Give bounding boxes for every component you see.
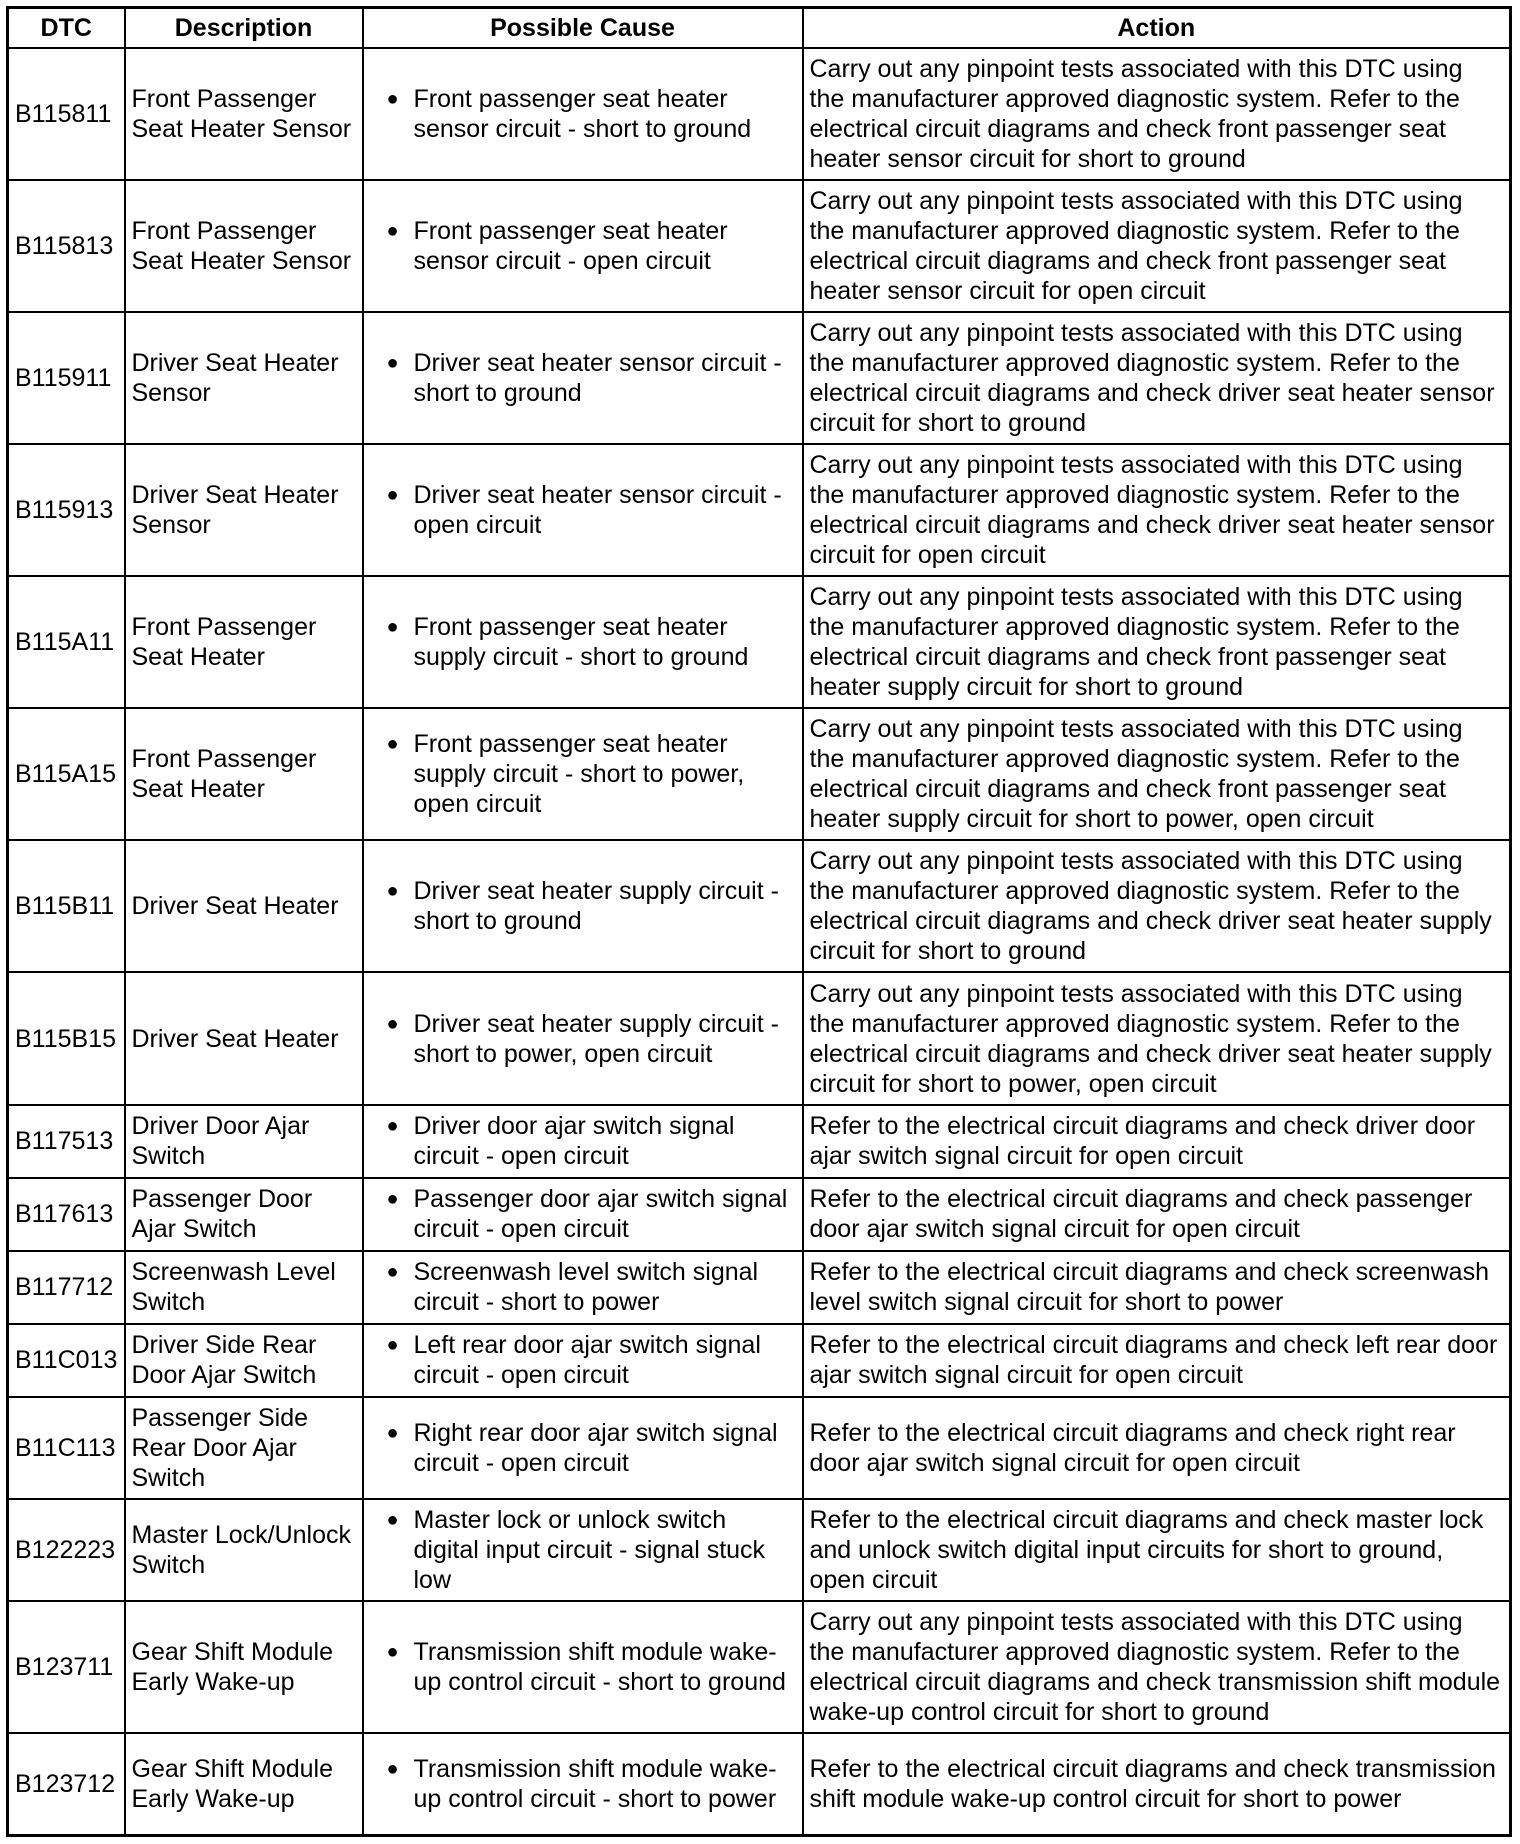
dtc-code: B123711	[8, 1601, 125, 1733]
table-row	[8, 1601, 1511, 1733]
table-row	[8, 708, 1511, 840]
possible-cause-text: Front passenger seat heater supply circuit - short to ground	[413, 613, 749, 672]
action-text: Refer to the electrical circuit diagrams and check screenwash level switch signal circuit for short to power	[803, 1251, 1511, 1324]
possible-cause	[363, 312, 803, 444]
possible-cause	[363, 180, 803, 312]
possible-cause	[363, 1324, 803, 1397]
dtc-code: B115813	[8, 180, 125, 312]
dtc-code: B117513	[8, 1105, 125, 1178]
action-text: Carry out any pinpoint tests associated with this DTC using the manufacturer approved diagnostic system. Refer to the electrical circuit diagrams and check driver seat heater supply circuit for short to power, open circuit	[803, 972, 1511, 1104]
table-header-row	[8, 8, 1511, 48]
dtc-code: B11C113	[8, 1397, 125, 1499]
dtc-code: B122223	[8, 1499, 125, 1601]
header-possible-cause: Possible Cause	[363, 8, 803, 48]
dtc-description: Driver Seat Heater	[125, 840, 363, 972]
action-text: Refer to the electrical circuit diagrams and check master lock and unlock switch digital input circuits for short to ground, open circuit	[803, 1499, 1511, 1601]
bullet-icon: ●	[386, 1421, 399, 1444]
bullet-icon: ●	[386, 880, 399, 903]
possible-cause	[363, 1397, 803, 1499]
header-action: Action	[803, 8, 1511, 48]
table-row	[8, 1499, 1511, 1601]
dtc-description: Driver Seat Heater Sensor	[125, 312, 363, 444]
action-text: Refer to the electrical circuit diagrams and check passenger door ajar switch signal circuit for open circuit	[803, 1178, 1511, 1251]
possible-cause-text: Front passenger seat heater sensor circuit - short to ground	[413, 84, 752, 143]
bullet-icon: ●	[386, 1334, 399, 1357]
table-row	[8, 444, 1511, 576]
bullet-icon: ●	[386, 351, 399, 374]
dtc-code: B11C013	[8, 1324, 125, 1397]
possible-cause-text: Front passenger seat heater sensor circuit - open circuit	[413, 216, 728, 275]
bullet-icon: ●	[386, 1641, 399, 1664]
table-row	[8, 972, 1511, 1104]
action-text: Refer to the electrical circuit diagrams and check left rear door ajar switch signal circuit for open circuit	[803, 1324, 1511, 1397]
table-row	[8, 576, 1511, 708]
dtc-code: B115913	[8, 444, 125, 576]
dtc-code: B115B15	[8, 972, 125, 1104]
table-row	[8, 1178, 1511, 1251]
possible-cause	[363, 972, 803, 1104]
possible-cause	[363, 444, 803, 576]
possible-cause-text: Driver door ajar switch signal circuit - open circuit	[413, 1112, 735, 1171]
dtc-description: Gear Shift Module Early Wake-up	[125, 1601, 363, 1733]
bullet-icon: ●	[386, 219, 399, 242]
dtc-code: B115A15	[8, 708, 125, 840]
possible-cause-text: Driver seat heater supply circuit - short to ground	[413, 877, 779, 936]
bullet-icon: ●	[386, 1188, 399, 1211]
possible-cause	[363, 1105, 803, 1178]
bullet-icon: ●	[386, 1261, 399, 1284]
bullet-icon: ●	[386, 733, 399, 756]
dtc-code: B115B11	[8, 840, 125, 972]
dtc-description: Front Passenger Seat Heater	[125, 708, 363, 840]
dtc-description: Passenger Door Ajar Switch	[125, 1178, 363, 1251]
dtc-code: B117712	[8, 1251, 125, 1324]
dtc-description: Passenger Side Rear Door Ajar Switch	[125, 1397, 363, 1499]
dtc-code: B115A11	[8, 576, 125, 708]
bullet-icon: ●	[386, 616, 399, 639]
possible-cause	[363, 48, 803, 180]
possible-cause-text: Left rear door ajar switch signal circuit - open circuit	[413, 1331, 761, 1390]
dtc-code: B117613	[8, 1178, 125, 1251]
possible-cause-text: Transmission shift module wake-up control circuit - short to ground	[413, 1638, 786, 1697]
possible-cause	[363, 1733, 803, 1835]
action-text: Refer to the electrical circuit diagrams and check driver door ajar switch signal circuit for open circuit	[803, 1105, 1511, 1178]
possible-cause	[363, 1499, 803, 1601]
possible-cause-text: Front passenger seat heater supply circuit - short to power, open circuit	[413, 730, 745, 819]
possible-cause-text: Master lock or unlock switch digital input circuit - signal stuck low	[413, 1506, 766, 1595]
dtc-description: Driver Seat Heater Sensor	[125, 444, 363, 576]
table-row	[8, 1397, 1511, 1499]
action-text: Carry out any pinpoint tests associated with this DTC using the manufacturer approved diagnostic system. Refer to the electrical circuit diagrams and check front passenger seat heater supply circuit for short to power, open circuit	[803, 708, 1511, 840]
dtc-description: Gear Shift Module Early Wake-up	[125, 1733, 363, 1835]
action-text: Carry out any pinpoint tests associated with this DTC using the manufacturer approved diagnostic system. Refer to the electrical circuit diagrams and check driver seat heater sensor circuit for short to ground	[803, 312, 1511, 444]
action-text: Carry out any pinpoint tests associated with this DTC using the manufacturer approved diagnostic system. Refer to the electrical circuit diagrams and check transmission shift module wake-up control circuit for short to ground	[803, 1601, 1511, 1733]
action-text: Carry out any pinpoint tests associated with this DTC using the manufacturer approved diagnostic system. Refer to the electrical circuit diagrams and check front passenger seat heater sensor circuit for open circuit	[803, 180, 1511, 312]
table-row	[8, 1251, 1511, 1324]
bullet-icon: ●	[386, 483, 399, 506]
possible-cause	[363, 576, 803, 708]
dtc-description: Driver Side Rear Door Ajar Switch	[125, 1324, 363, 1397]
dtc-description: Front Passenger Seat Heater Sensor	[125, 180, 363, 312]
table-row	[8, 180, 1511, 312]
table-row	[8, 1105, 1511, 1178]
possible-cause	[363, 840, 803, 972]
bullet-icon: ●	[386, 87, 399, 110]
action-text: Refer to the electrical circuit diagrams and check right rear door ajar switch signal circuit for open circuit	[803, 1397, 1511, 1499]
dtc-description: Master Lock/Unlock Switch	[125, 1499, 363, 1601]
action-text: Carry out any pinpoint tests associated with this DTC using the manufacturer approved diagnostic system. Refer to the electrical circuit diagrams and check driver seat heater sensor circuit for open circuit	[803, 444, 1511, 576]
table-row	[8, 48, 1511, 180]
bullet-icon: ●	[386, 1115, 399, 1138]
possible-cause	[363, 1178, 803, 1251]
possible-cause-text: Driver seat heater sensor circuit - short to ground	[413, 348, 782, 407]
bullet-icon: ●	[386, 1012, 399, 1035]
dtc-description: Driver Seat Heater	[125, 972, 363, 1104]
bullet-icon: ●	[386, 1509, 399, 1532]
possible-cause-text: Passenger door ajar switch signal circuit - open circuit	[413, 1185, 788, 1244]
dtc-description: Front Passenger Seat Heater Sensor	[125, 48, 363, 180]
action-text: Refer to the electrical circuit diagrams and check transmission shift module wake-up control circuit for short to power	[803, 1733, 1511, 1835]
possible-cause-text: Driver seat heater sensor circuit - open circuit	[413, 480, 782, 539]
table-row	[8, 1733, 1511, 1835]
dtc-code: B123712	[8, 1733, 125, 1835]
possible-cause-text: Driver seat heater supply circuit - short to power, open circuit	[413, 1009, 779, 1068]
dtc-code: B115911	[8, 312, 125, 444]
action-text: Carry out any pinpoint tests associated with this DTC using the manufacturer approved diagnostic system. Refer to the electrical circuit diagrams and check driver seat heater supply circuit for short to ground	[803, 840, 1511, 972]
table-row	[8, 840, 1511, 972]
action-text: Carry out any pinpoint tests associated with this DTC using the manufacturer approved diagnostic system. Refer to the electrical circuit diagrams and check front passenger seat heater sensor circuit for short to ground	[803, 48, 1511, 180]
dtc-description: Screenwash Level Switch	[125, 1251, 363, 1324]
bullet-icon: ●	[386, 1758, 399, 1781]
header-dtc: DTC	[8, 8, 125, 48]
table-row	[8, 1324, 1511, 1397]
dtc-table	[6, 6, 1512, 1837]
possible-cause-text: Transmission shift module wake-up control circuit - short to power	[413, 1755, 777, 1814]
header-description: Description	[125, 8, 363, 48]
possible-cause	[363, 1601, 803, 1733]
dtc-description: Front Passenger Seat Heater	[125, 576, 363, 708]
action-text: Carry out any pinpoint tests associated with this DTC using the manufacturer approved diagnostic system. Refer to the electrical circuit diagrams and check front passenger seat heater supply circuit for short to ground	[803, 576, 1511, 708]
table-row	[8, 312, 1511, 444]
dtc-code: B115811	[8, 48, 125, 180]
dtc-description: Driver Door Ajar Switch	[125, 1105, 363, 1178]
possible-cause-text: Right rear door ajar switch signal circuit - open circuit	[413, 1418, 778, 1477]
possible-cause	[363, 708, 803, 840]
possible-cause	[363, 1251, 803, 1324]
possible-cause-text: Screenwash level switch signal circuit - short to power	[413, 1258, 759, 1317]
